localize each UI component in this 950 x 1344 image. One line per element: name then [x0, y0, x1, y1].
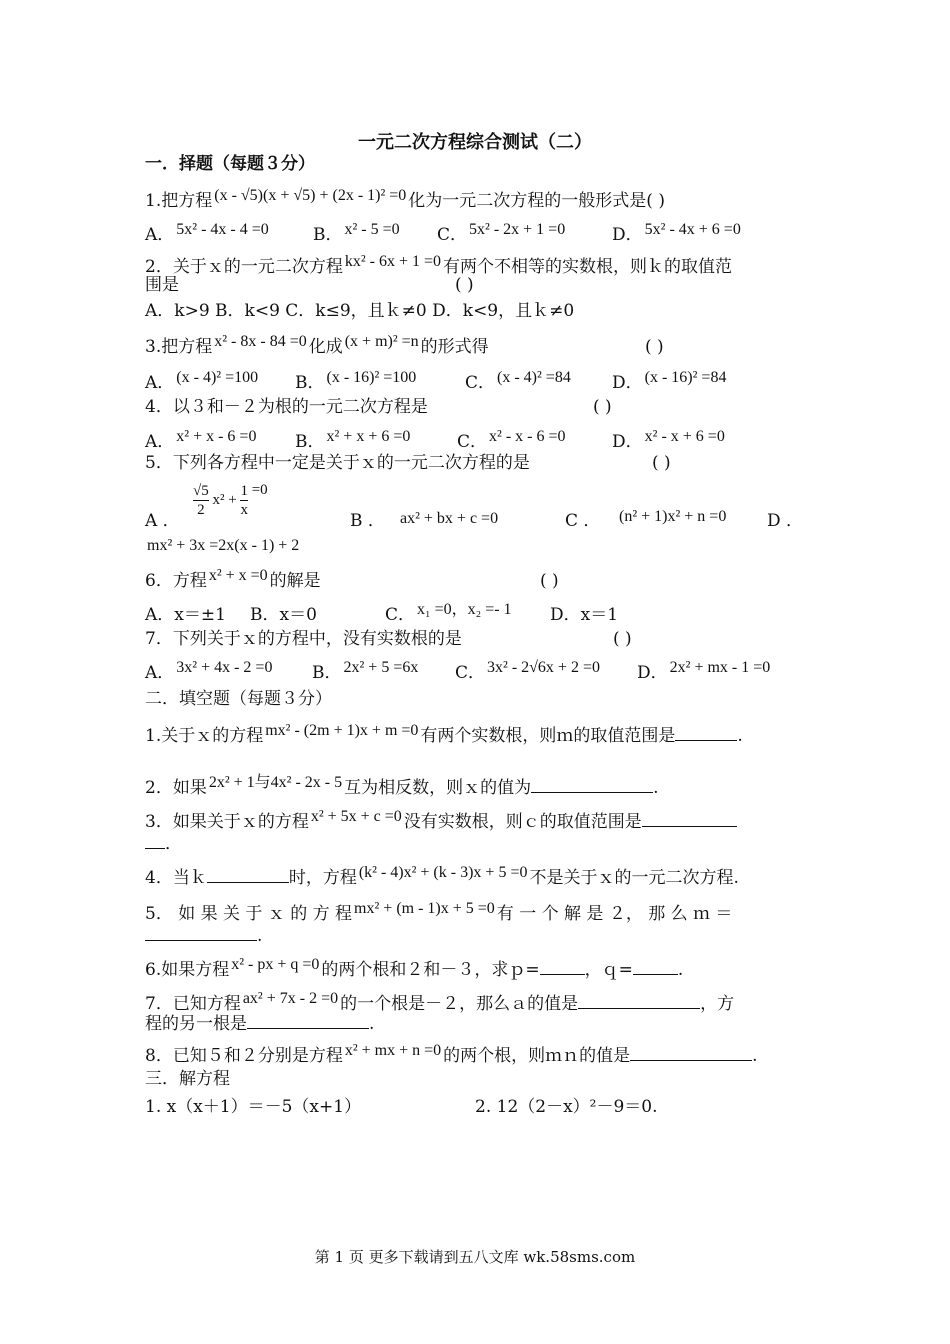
- f4-answer-blank[interactable]: [207, 866, 289, 883]
- solve-equation-2: 2. 12（2－x）²－9＝0.: [475, 1097, 658, 1117]
- q1-stem-end: 化为一元二次方程的一般形式是( ): [408, 191, 665, 211]
- f2-equation: 2x² + 1与4x² - 2x - 5: [208, 774, 343, 791]
- f3-answer-blank-cont[interactable]: [145, 832, 165, 849]
- fill-question-1: 1.关于ｘ的方程 mx² - (2m + 1)x + m =0 有两个实数根，则ｍ的取值范围是 .: [145, 722, 743, 746]
- q6-option-a: A．x＝±1: [145, 605, 226, 625]
- f8-answer-blank[interactable]: [630, 1044, 752, 1061]
- question-5: 5．下列各方程中一定是关于ｘ的一元二次方程的是 ( ): [145, 453, 671, 473]
- question-6: 6．方程 x² + x =0 的解是 ( ): [145, 567, 559, 591]
- f1-answer-blank[interactable]: [675, 724, 737, 741]
- q1-option-a: A． 5x² - 4x - 4 =0: [145, 221, 269, 245]
- f8-equation: x² + mx + n =0: [344, 1042, 442, 1059]
- fill-question-6: 6.如果方程 x² - px + q =0 的两个根和２和－３，求ｐ= ，ｑ= .: [145, 956, 684, 980]
- f3-equation: x² + 5x + c =0: [310, 808, 402, 825]
- q3-answer-paren: ( ): [645, 337, 664, 357]
- fill-question-7-continued: 程的另一根是 .: [145, 1014, 375, 1034]
- q7-option-a: A． 3x² + 4x - 2 =0: [145, 659, 273, 683]
- section-heading-solve: 三．解方程: [145, 1069, 230, 1089]
- q1-option-b: B． x² - 5 =0: [313, 221, 400, 245]
- f5-equation: mx² + (m - 1)x + 5 =0: [354, 900, 495, 917]
- q7-option-b: B． 2x² + 5 =6x: [312, 659, 419, 683]
- q7-answer-paren: ( ): [613, 629, 632, 649]
- q1-option-d: D． 5x² - 4x + 6 =0: [612, 221, 741, 245]
- page-title: 一元二次方程综合测试（二）: [358, 132, 592, 153]
- q5-option-b-equation: ax² + bx + c =0: [400, 510, 499, 527]
- q6-equation: x² + x =0: [208, 567, 268, 584]
- q5-option-b-label: B ．: [350, 511, 385, 531]
- q6-option-b: B．x＝0: [250, 605, 317, 625]
- q3-option-a: A． (x - 4)² =100: [145, 369, 259, 393]
- fill-question-5-continued: .: [145, 924, 810, 947]
- q3-option-d: D． (x - 16)² =84: [612, 369, 727, 393]
- q5-option-a-label: A ．: [145, 511, 180, 531]
- q6-option-c: C． x₁ =0，x₂ =- 1: [385, 601, 512, 625]
- question-7: 7．下列关于ｘ的方程中，没有实数根的是 ( ): [145, 629, 632, 649]
- f6-p-blank[interactable]: [540, 958, 585, 975]
- q5-option-c-equation: (n² + 1)x² + n =0: [619, 508, 727, 525]
- q1-equation: (x - √5)(x + √5) + (2x - 1)² =0: [214, 187, 407, 204]
- question-2-continued: 围是 ( ): [145, 275, 474, 295]
- f7-root-blank[interactable]: [247, 1012, 369, 1029]
- f6-q-blank[interactable]: [633, 958, 678, 975]
- q6-answer-paren: ( ): [540, 571, 559, 591]
- f4-equation: (k² - 4)x² + (k - 3)x + 5 =0: [358, 864, 528, 881]
- q7-option-c: C． 3x² - 2√6x + 2 =0: [455, 659, 600, 683]
- section-heading-fill: 二．填空题（每题３分）: [145, 689, 332, 709]
- page-footer: 第 1 页 更多下载请到五八文库 wk.58sms.com: [314, 1248, 636, 1266]
- q5-option-a-equation: $\frac{√5}{2}$ x² + $\frac{1}{x}$ =0: [193, 481, 268, 518]
- f7-a-blank[interactable]: [578, 992, 700, 1009]
- q4-option-b: B． x² + x + 6 =0: [295, 428, 411, 452]
- question-4: 4．以３和－２为根的一元二次方程是 ( ): [145, 397, 612, 417]
- q4-option-c: C． x² - x - 6 =0: [457, 428, 566, 452]
- fill-question-8: 8．已知５和２分别是方程 x² + mx + n =0 的两个根，则ｍｎ的值是 .: [145, 1042, 758, 1066]
- q5-answer-paren: ( ): [652, 453, 671, 473]
- q3-option-b: B． (x - 16)² =100: [295, 369, 417, 393]
- f5-answer-blank[interactable]: [145, 924, 257, 941]
- question-2: 2．关于ｘ的一元二次方程 kx² - 6x + 1 =0 有两个不相等的实数根，则ｋ的取值范: [145, 253, 732, 277]
- fill-question-3-continued: ．: [145, 832, 810, 855]
- fill-question-3: 3．如果关于ｘ的方程 x² + 5x + c =0 没有实数根，则ｃ的取值范围是: [145, 810, 810, 834]
- question-5-options: [145, 482, 810, 532]
- question-3: 3.把方程 x² - 8x - 84 =0 化成 (x + m)² =n 的形式得 ( ): [145, 333, 664, 357]
- q1-option-c: C． 5x² - 2x + 1 =0: [437, 221, 566, 245]
- q6-option-d: D．x＝1: [550, 605, 619, 625]
- q3-equation: x² - 8x - 84 =0: [214, 333, 307, 350]
- f3-answer-blank[interactable]: [642, 810, 737, 827]
- question-2-options: A．k>9 B．k<9 C．k≤9，且ｋ≠0 D．k<9，且ｋ≠0: [145, 301, 575, 321]
- q5-option-d-label: D ．: [767, 511, 804, 531]
- f7-equation: ax² + 7x - 2 =0: [242, 990, 339, 1007]
- question-5-option-d: mx² + 3x =2x(x - 1) + 2: [147, 537, 300, 554]
- q7-option-d: D． 2x² + mx - 1 =0: [637, 659, 771, 683]
- f2-answer-blank[interactable]: [531, 776, 653, 793]
- q4-answer-paren: ( ): [593, 397, 612, 417]
- fill-question-2: 2．如果 2x² + 1与4x² - 2x - 5 互为相反数，则ｘ的值为 .: [145, 774, 659, 798]
- q1-stem-start: 1.把方程: [145, 191, 213, 211]
- fill-question-5: 5． 如 果 关 于 ｘ 的 方 程 mx² + (m - 1)x + 5 =0 有 一 个 解 是 ２， 那 么 ｍ ＝: [145, 900, 733, 924]
- q5-option-c-label: C ．: [565, 511, 601, 531]
- question-1: [145, 187, 810, 213]
- f1-equation: mx² - (2m + 1)x + m =0: [265, 722, 419, 739]
- q3-option-c: C． (x - 4)² =84: [465, 369, 571, 393]
- fill-question-4: 4．当ｋ 时，方程 (k² - 4)x² + (k - 3)x + 5 =0 不是关于ｘ的一元二次方程.: [145, 864, 739, 888]
- q2-answer-paren: ( ): [455, 275, 474, 295]
- q4-option-d: D． x² - x + 6 =0: [612, 428, 725, 452]
- solve-equation-1: 1. x（x＋1）＝－5（x+1）: [145, 1097, 362, 1117]
- fill-question-7: 7．已知方程 ax² + 7x - 2 =0 的一个根是－２，那么ａ的值是 ，方: [145, 990, 735, 1014]
- q2-equation: kx² - 6x + 1 =0: [344, 253, 441, 270]
- f6-equation: x² - px + q =0: [231, 956, 320, 973]
- section-heading-choice: 一．择题（每题３分）: [145, 154, 315, 174]
- q4-option-a: A． x² + x - 6 =0: [145, 428, 257, 452]
